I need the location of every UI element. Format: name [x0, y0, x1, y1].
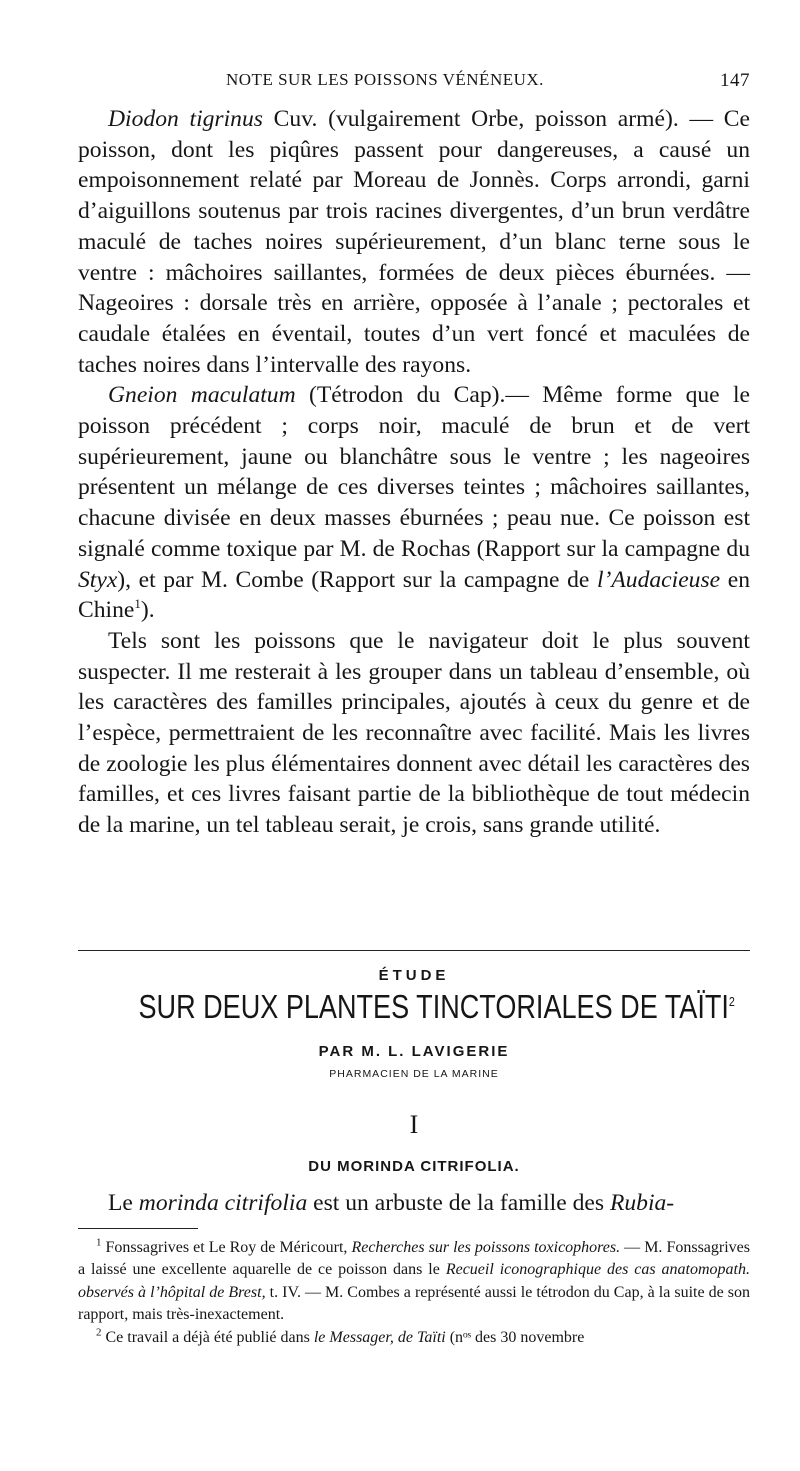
paragraph-text: Le: [108, 1190, 139, 1216]
section-title: DU MORINDA CITRIFOLIA.: [308, 1158, 520, 1175]
footnote-ref: 2: [728, 994, 735, 1009]
paragraph-conclusion: Tels sont les poissons que le navigateur doit le plus souvent suspecter. Il me resterait à les grouper dans un tableau d’ensemble, où les caractères des familles principales, ajoutés à ceux du genre et de l’espèce, permettraient de les reconnaître avec facilité. Mais les livres de zoologie les plus élémentaires donnent avec détail les caractères des familles, et ces livres faisant partie de la bibliothèque de tout médecin de la marine, un tel tableau serait, je crois, sans grande utilité.: [78, 627, 750, 839]
paragraph-text: est un arbuste de la famille des: [307, 1190, 610, 1216]
footnote-text: Ce travail a déjà été publié dans: [105, 1328, 314, 1346]
ship-name: l’Audacieuse: [596, 566, 721, 593]
article-kicker: ÉTUDE: [378, 967, 450, 984]
author-byline: PAR M. L. LAVIGERIE: [318, 1043, 510, 1060]
page-number: 147: [720, 70, 750, 91]
article-title-text: SUR DEUX PLANTES TINCTORIALES DE TAÏTI: [138, 988, 729, 1025]
paragraph-text: Cuv. (vulgairement Orbe, poisson armé). — Ce poisson, dont les piqûres passent pour dangereuses, a causé un empoisonnement relaté par Moreau de Jonnès. Corps arrondi, garni d’aiguillons soutenus par trois racines divergentes, d’un brun verdâtre maculé de taches noires supérieurement, d’un blanc terne sous le ventre : mâchoires saillantes, formées de deux pièces éburnées. — Nageoires : dorsale très en arrière, opposée à l’anale ; pectorales et caudale étalées en éventail, toutes d’un vert foncé et maculées de taches noires dans l’intervalle des rayons.: [78, 106, 750, 378]
author-affiliation: PHARMACIEN DE LA MARINE: [329, 1068, 499, 1080]
article-title: [138, 988, 735, 1026]
species-name: Gneion maculatum: [108, 382, 296, 409]
paragraph-morinda: [78, 1188, 750, 1219]
work-title: Recueil iconographique des cas anatomopath. observés à l’hôpital de Brest,: [78, 1261, 751, 1301]
species-name: morinda citrifolia: [138, 1190, 308, 1216]
footnote-2: [78, 1327, 750, 1349]
footnote-mark: 2: [96, 1326, 102, 1339]
paragraph-gneion: [78, 380, 750, 626]
footnote-text: (nᵒˢ des 30 novembre: [445, 1328, 585, 1346]
ship-name: Styx: [78, 566, 118, 593]
footnote-1: [78, 1237, 750, 1327]
opening-paragraph: [78, 1188, 750, 1219]
family-name: Rubia-: [609, 1190, 675, 1216]
work-title: le Messager, de Taïti: [313, 1328, 446, 1346]
paragraph-diodon: [78, 104, 750, 380]
section-number: I: [409, 1110, 419, 1139]
paragraph-text: ).: [140, 597, 155, 624]
running-header: [78, 70, 750, 96]
footnote-text: t. IV. — M. Combes a représenté aussi le tétrodon du Cap, à la suite de son rapport, mais très-inexactement.: [78, 1283, 751, 1324]
species-name: Diodon tigrinus: [108, 106, 263, 132]
running-title: NOTE SUR LES POISSONS VÉNÉNEUX.: [226, 70, 544, 89]
paragraph-text: en Chine: [78, 566, 751, 624]
footnote-mark: 1: [96, 1236, 102, 1249]
footnote-rule: [78, 1228, 198, 1229]
footnote-text: — M. Fonssagrives a laissé une excellente aquarelle de ce poisson dans le: [78, 1239, 750, 1279]
footnote-text: Fonssagrives et Le Roy de Méricourt,: [105, 1239, 352, 1256]
section-divider: [78, 950, 750, 951]
paragraph-text: (Tétrodon du Cap).— Même forme que le poisson précédent ; corps noir, maculé de brun et de vert supérieurement, jaune ou blanchâtre sous le ventre ; les nageoires présentent un mélange de ces diverses teintes ; mâchoires saillantes, chacune divisée en deux masses éburnées ; peau nue. Ce poisson est signalé comme toxique par M. de Rochas (Rapport sur la campagne du: [78, 382, 751, 562]
work-title: Recherches sur les poissons toxicophores.: [351, 1239, 621, 1256]
main-text: [78, 104, 750, 841]
footnotes: [78, 1237, 750, 1349]
footnote-ref: 1: [134, 596, 141, 612]
paragraph-text: ), et par M. Combe (Rapport sur la campagne de: [117, 566, 597, 593]
